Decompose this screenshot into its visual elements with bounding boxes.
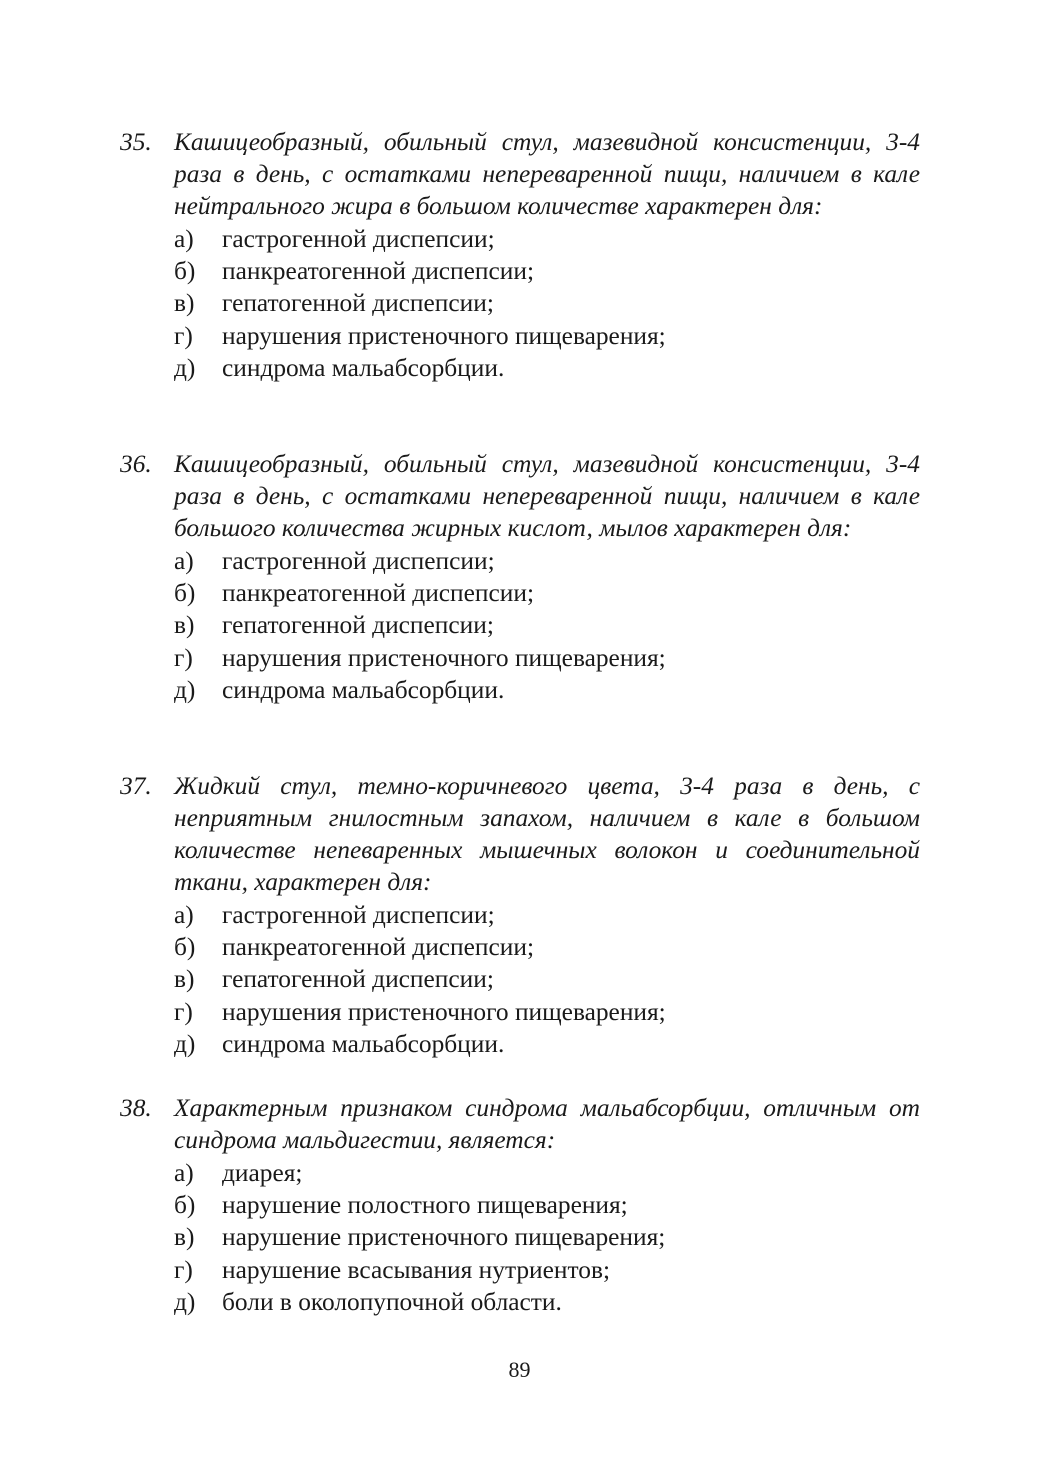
option-text: гепатогенной диспепсии;: [222, 289, 494, 318]
question-number: 38.: [120, 1094, 152, 1122]
answer-options: [120, 545, 920, 706]
option-text: гастрогенной диспепсии;: [222, 547, 495, 575]
answer-options: [120, 899, 920, 1060]
question-number: 37.: [120, 772, 152, 800]
option-label: в): [174, 965, 195, 994]
question-text: Жидкий стул, темно-коричневого цвета, 3-4 раза в день, с неприятным гнилостным запахом, наличием в кале в большом количестве непеваренных мышечных волокон и соединительной ткани, характерен для:: [174, 772, 920, 896]
answer-options: [120, 1157, 920, 1318]
option-text: диарея;: [222, 1159, 303, 1187]
question-number: 36.: [120, 450, 152, 478]
option-label: а): [174, 1159, 194, 1187]
option-text: нарушение пристеночного пищеварения;: [222, 1223, 666, 1252]
option-label: а): [174, 901, 194, 929]
option-text: нарушение полостного пищеварения;: [222, 1191, 628, 1220]
option-text: синдрома мальабсорбции.: [222, 353, 505, 382]
option-text: панкреатогенной диспепсии;: [222, 933, 535, 962]
option-label: д): [174, 1029, 196, 1058]
answer-option-g: [174, 1254, 920, 1286]
answer-option-b: [174, 1189, 920, 1221]
question-36: [120, 448, 920, 706]
question-37: [120, 770, 920, 1060]
answer-option-a: [174, 899, 920, 931]
answer-option-b: [174, 577, 920, 609]
question-stem: [120, 1092, 920, 1156]
option-label: г): [174, 1255, 193, 1284]
option-text: гепатогенной диспепсии;: [222, 611, 494, 640]
question-number: 35.: [120, 128, 152, 156]
option-label: а): [174, 547, 194, 575]
answer-option-v: [174, 963, 920, 995]
question-38: [120, 1092, 920, 1318]
question-stem: [120, 126, 920, 222]
option-text: боли в околопупочной области.: [222, 1287, 562, 1316]
answer-option-v: [174, 287, 920, 319]
option-text: гепатогенной диспепсии;: [222, 965, 494, 994]
option-label: д): [174, 675, 196, 704]
option-text: синдрома мальабсорбции.: [222, 1029, 505, 1058]
answer-option-b: [174, 255, 920, 287]
answer-option-a: [174, 1157, 920, 1189]
answer-option-g: [174, 642, 920, 674]
answer-option-v: [174, 1221, 920, 1253]
question-text: Кашицеобразный, обильный стул, мазевидной консистенции, 3-4 раза в день, с остатками непереваренной пищи, наличием в кале большого количества жирных кислот, мылов характерен для:: [174, 450, 920, 542]
answer-option-d: [174, 674, 920, 706]
answer-option-d: [174, 352, 920, 384]
answer-option-b: [174, 931, 920, 963]
option-text: панкреатогенной диспепсии;: [222, 257, 535, 286]
option-label: б): [174, 257, 196, 286]
option-label: в): [174, 289, 195, 318]
option-label: г): [174, 997, 193, 1026]
question-stem: [120, 448, 920, 544]
option-label: д): [174, 353, 196, 382]
answer-option-a: [174, 223, 920, 255]
question-text: Характерным признаком синдрома мальабсорбции, отличным от синдрома мальдигестии, является:: [174, 1094, 920, 1154]
page-number: 89: [508, 1357, 531, 1382]
option-label: г): [174, 643, 193, 672]
option-text: синдрома мальабсорбции.: [222, 675, 505, 704]
option-text: панкреатогенной диспепсии;: [222, 579, 535, 608]
option-label: д): [174, 1287, 196, 1316]
answer-option-a: [174, 545, 920, 577]
answer-option-g: [174, 320, 920, 352]
option-text: нарушения пристеночного пищеварения;: [222, 321, 666, 350]
question-text: Кашицеобразный, обильный стул, мазевидной консистенции, 3-4 раза в день, с остатками непереваренной пищи, наличием в кале нейтрального жира в большом количестве характерен для:: [174, 128, 920, 220]
option-text: нарушения пристеночного пищеварения;: [222, 997, 666, 1026]
option-label: г): [174, 321, 193, 350]
option-label: а): [174, 225, 194, 253]
option-label: в): [174, 1223, 195, 1252]
answer-options: [120, 223, 920, 384]
option-label: в): [174, 611, 195, 640]
option-text: нарушения пристеночного пищеварения;: [222, 643, 666, 672]
question-35: [120, 126, 920, 384]
answer-option-g: [174, 996, 920, 1028]
answer-option-v: [174, 609, 920, 641]
option-label: б): [174, 1191, 196, 1220]
option-label: б): [174, 579, 196, 608]
question-stem: [120, 770, 920, 898]
answer-option-d: [174, 1028, 920, 1060]
option-text: гастрогенной диспепсии;: [222, 901, 495, 929]
option-text: гастрогенной диспепсии;: [222, 225, 495, 253]
answer-option-d: [174, 1286, 920, 1318]
option-text: нарушение всасывания нутриентов;: [222, 1255, 611, 1284]
option-label: б): [174, 933, 196, 962]
